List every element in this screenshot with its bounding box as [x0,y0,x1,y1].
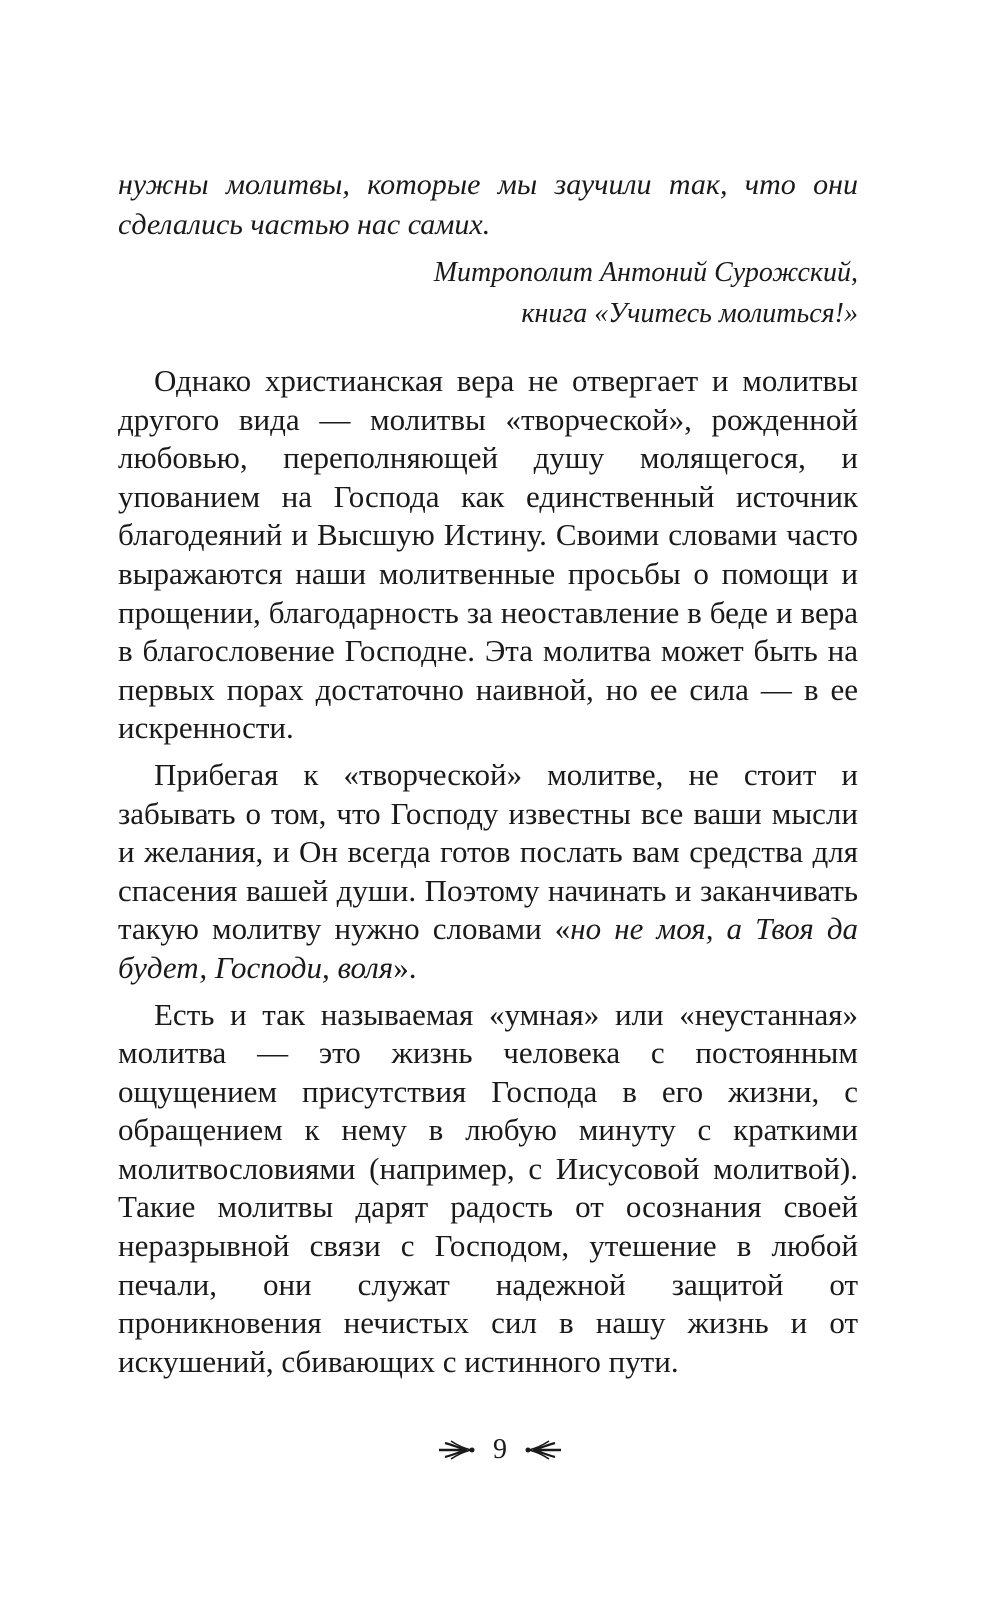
epigraph-quote: нужны молитвы, которые мы заучили так, что они сделались частью нас самих. [118,168,858,241]
paragraph-2-italic-phrase: но не моя, а Твоя да будет, Господи, воля [118,911,859,985]
paragraph-2-open-quote: « [554,911,571,947]
paragraph-2-main: Прибегая к «творческой» молитве, не стоит и забывать о том, что Господу известны все ваши мысли и желания, и Он всегда готов послать вам средства для спасения вашей души. Поэтому начинать и заканчивать такую молитву нужно словами [118,756,858,947]
epigraph-attribution [118,252,858,334]
attribution-source: книга «Учитесь молиться!» [521,298,858,329]
attribution-author: Митрополит Антоний Сурожский, [433,257,858,288]
paragraph-2 [118,756,858,988]
paragraph-2-close: ». [393,949,417,985]
body-text [118,362,858,1389]
fleuron-left-icon [437,1439,477,1461]
paragraph-1: Однако христианская вера не отвергает и молитвы другого вида — молитвы «творческой», рожденной любовью, переполняющей душу молящегося, и упованием на Господа как единственный источник благодеяний и Высшую Истину. Своими словами часто выражаются наши молитвенные просьбы о помощи и прощении, благодарность за неоставление в беде и вера в благословение Господне. Эта молитва может быть на первых порах достаточно наивной, но ее сила — в ее искренности. [118,363,858,746]
page-footer [0,1432,1000,1468]
page-number: 9 [493,1434,507,1465]
fleuron-right-icon [523,1439,563,1461]
paragraph-3: Есть и так называемая «умная» или «неустанная» молитва — это жизнь человека с постоянным ощущением присутствия Господа в его жизни, с обращением к нему в любую минуту с краткими молитвословиями (например, с Иисусовой молитвой). Такие молитвы дарят радость от осознания своей неразрывной связи с Господом, утешение в любой печали, они служат надежной защитой от проникновения нечистых сил в нашу жизнь и от искушений, сбивающих с истинного пути. [118,996,858,1379]
